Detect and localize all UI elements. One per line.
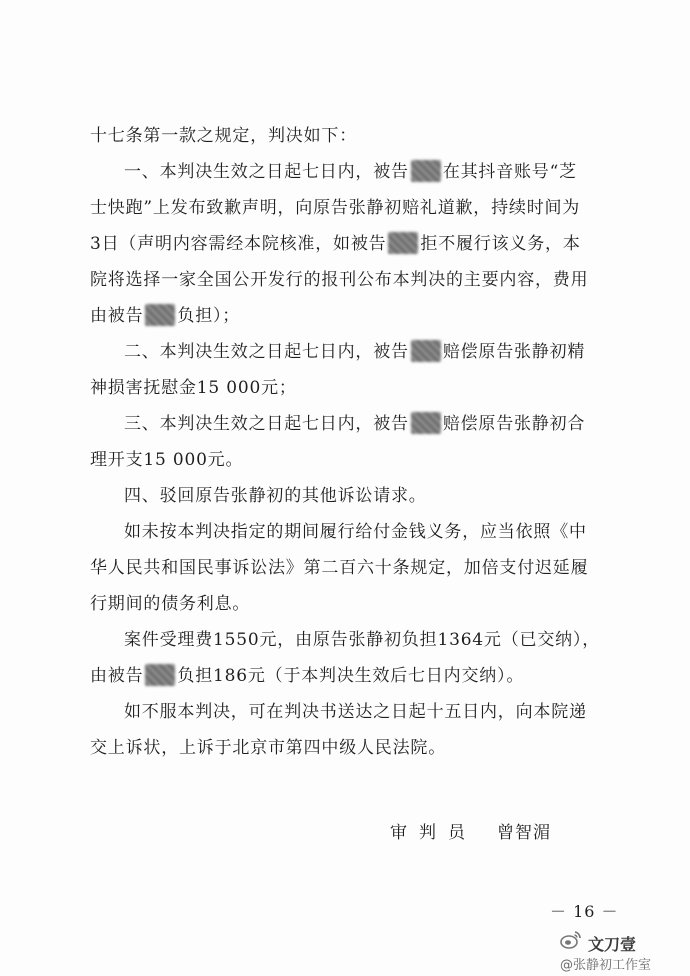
text-line [90,298,610,334]
text-segment: 负担）； [177,306,241,326]
text-line [90,262,610,298]
text-line [90,442,610,478]
text-line [90,730,610,766]
text-segment: 十七条第一款之规定，判决如下： [90,126,357,146]
redacted-name [145,304,175,326]
text-line [90,586,610,622]
text-line [90,226,610,262]
text-line [90,622,610,658]
redacted-name [145,664,175,686]
text-segment: 二、本判决生效之日起七日内，被告 [124,342,409,362]
text-line [90,406,610,442]
text-segment: 如未按本判决指定的期间履行给付金钱义务，应当依照《中 [124,522,587,542]
text-segment: 案件受理费1550元，由原告张静初负担1364元（已交纳）， [124,630,601,650]
text-line [90,118,610,154]
text-segment: 神损害抚慰金15 000元； [90,378,297,398]
redacted-name [411,160,441,182]
text-segment: 3日（声明内容需经本院核准，如被告 [90,234,387,254]
weibo-watermark [560,928,688,974]
text-line [90,514,610,550]
watermark-author: 文刀壹 [588,935,637,954]
watermark-handle: @张静初工作室 [560,958,652,973]
judge-signature [390,818,551,843]
text-line [90,190,610,226]
text-segment: 由被告 [90,306,144,326]
text-line [90,478,610,514]
text-segment: 士快跑”上发布致歉声明，向原告张静初赔礼道歉，持续时间为 [90,198,581,218]
text-line [90,334,610,370]
text-segment: 华人民共和国民事诉讼法》第二百六十条规定，加倍支付迟延履 [90,558,589,578]
text-line [90,154,610,190]
text-segment: 拒不履行该义务，本 [420,234,581,254]
page-number: － 16 － [550,902,619,921]
text-segment: 交上诉状，上诉于北京市第四中级人民法院。 [90,738,446,758]
text-segment: 如不服本判决，可在判决书送达之日起十五日内，向本院递 [124,702,587,722]
text-line [90,694,610,730]
text-segment: 四、驳回原告张静初的其他诉讼请求。 [124,486,427,506]
text-segment: 行期间的债务利息。 [90,594,251,614]
redacted-name [411,340,441,362]
text-segment: 理开支15 000元。 [90,450,244,470]
text-segment: 院将选择一家全国公开发行的报刊公布本判决的主要内容，费用 [90,270,589,290]
weibo-logo-icon [560,930,582,950]
text-segment: 赔偿原告张静初精 [442,342,586,362]
text-segment: 在其抖音账号“芝 [442,162,577,182]
text-line [90,658,610,694]
text-segment: 三、本判决生效之日起七日内，被告 [124,414,409,434]
text-segment: 一、本判决生效之日起七日内，被告 [124,162,409,182]
text-line [90,370,610,406]
text-segment: 由被告 [90,666,144,686]
text-line [90,550,610,586]
redacted-name [411,412,441,434]
text-segment: 赔偿原告张静初合 [442,414,586,434]
judge-role: 审判员 [390,823,477,843]
judge-name: 曾智湄 [497,823,551,843]
redacted-name [388,232,418,254]
judgment-body [90,118,610,766]
text-segment: 负担186元（于本判决生效后七日内交纳）。 [177,666,525,686]
